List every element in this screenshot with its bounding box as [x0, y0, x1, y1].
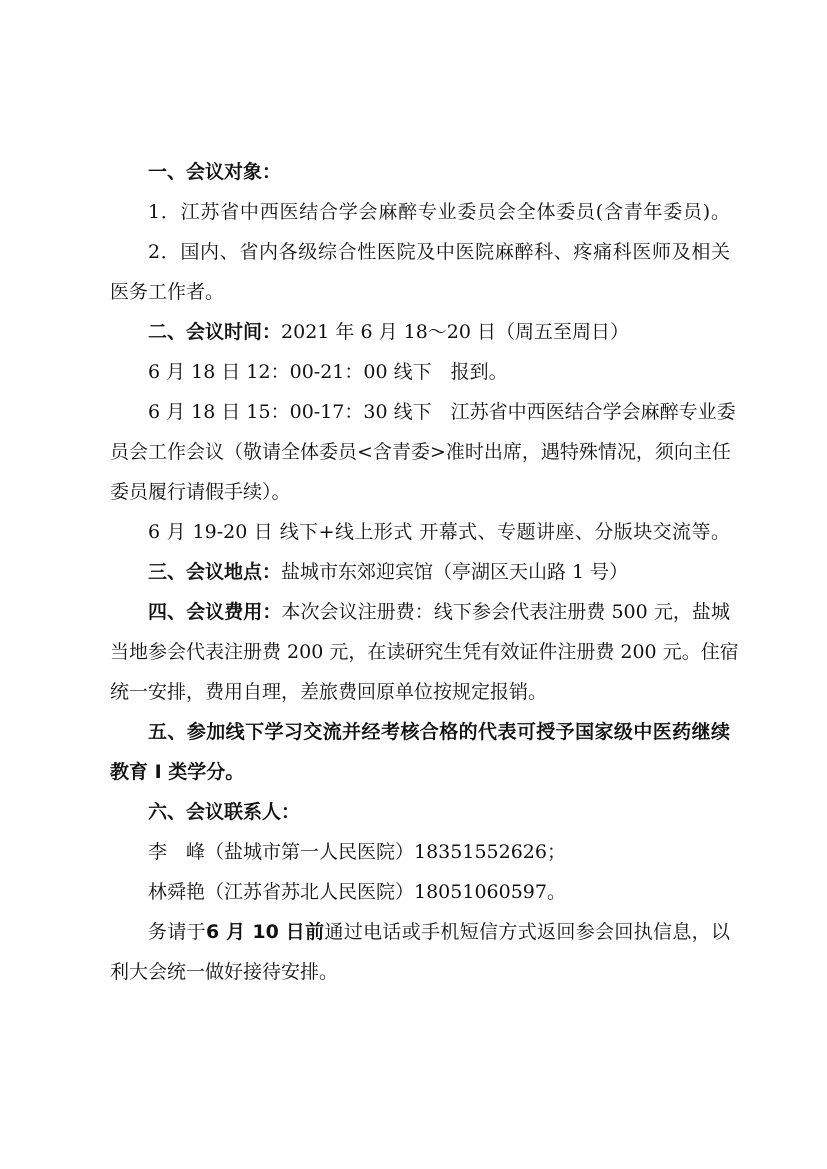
- section-3-heading: 三、会议地点：: [148, 561, 282, 583]
- contact-2: 林舜艳（江苏省苏北人民医院）18051060597。: [148, 881, 566, 903]
- section-5-line-1: 五、参加线下学习交流并经考核合格的代表可授予国家级中医药继续: [148, 721, 730, 743]
- section-1-item-2-line-2: 医务工作者。: [110, 281, 225, 303]
- section-3-value: 盐城市东郊迎宾馆（亭湖区天山路 1 号）: [281, 561, 629, 583]
- notice-prefix: 务请于: [148, 921, 206, 943]
- section-4-line-1: [148, 599, 730, 625]
- section-1-heading: 一、会议对象：: [148, 161, 282, 183]
- notice-deadline: 6 月 10 日前: [205, 921, 325, 943]
- section-1-item-2-line-1: 2．国内、省内各级综合性医院及中医院麻醉科、疼痛科医师及相关: [148, 241, 730, 263]
- section-6-heading: 六、会议联系人：: [148, 801, 301, 823]
- section-2-value: 2021 年 6 月 18～20 日（周五至周日）: [281, 321, 630, 343]
- section-2-heading: 二、会议时间：: [148, 321, 282, 343]
- notice-line-2: 利大会统一做好接待安排。: [110, 961, 339, 983]
- contact-1: 李 峰（盐城市第一人民医院）18351552626；: [148, 841, 566, 863]
- schedule-line-2b: 员会工作会议（敬请全体委员<含青委>准时出席，遇特殊情况，须向主任: [110, 441, 731, 463]
- section-1-item-1: 1．江苏省中西医结合学会麻醉专业委员会全体委员(含青年委员)。: [148, 201, 730, 223]
- schedule-line-1: 6 月 18 日 12：00-21：00 线下 报到。: [148, 361, 508, 383]
- schedule-line-3: 6 月 19-20 日 线下+线上形式 开幕式、专题讲座、分版块交流等。: [148, 521, 730, 543]
- schedule-line-2c: 委员履行请假手续）。: [110, 481, 291, 503]
- section-2-line: [148, 319, 730, 345]
- notice-line-1: [148, 919, 730, 945]
- section-5-line-2: 教育 I 类学分。: [110, 761, 245, 783]
- section-4-line-2: 当地参会代表注册费 200 元，在读研究生凭有效证件注册费 200 元。住宿: [110, 641, 739, 663]
- notice-rest: 通过电话或手机短信方式返回参会回执信息，以: [324, 921, 730, 943]
- section-4-heading: 四、会议费用：: [148, 601, 282, 623]
- schedule-line-2a: 6 月 18 日 15：00-17：30 线下 江苏省中西医结合学会麻醉专业委: [148, 401, 736, 423]
- section-4-line-1-text: 本次会议注册费：线下参会代表注册费 500 元，盐城: [281, 601, 730, 623]
- section-3-line: [148, 559, 730, 585]
- section-4-line-3: 统一安排，费用自理，差旅费回原单位按规定报销。: [110, 681, 548, 703]
